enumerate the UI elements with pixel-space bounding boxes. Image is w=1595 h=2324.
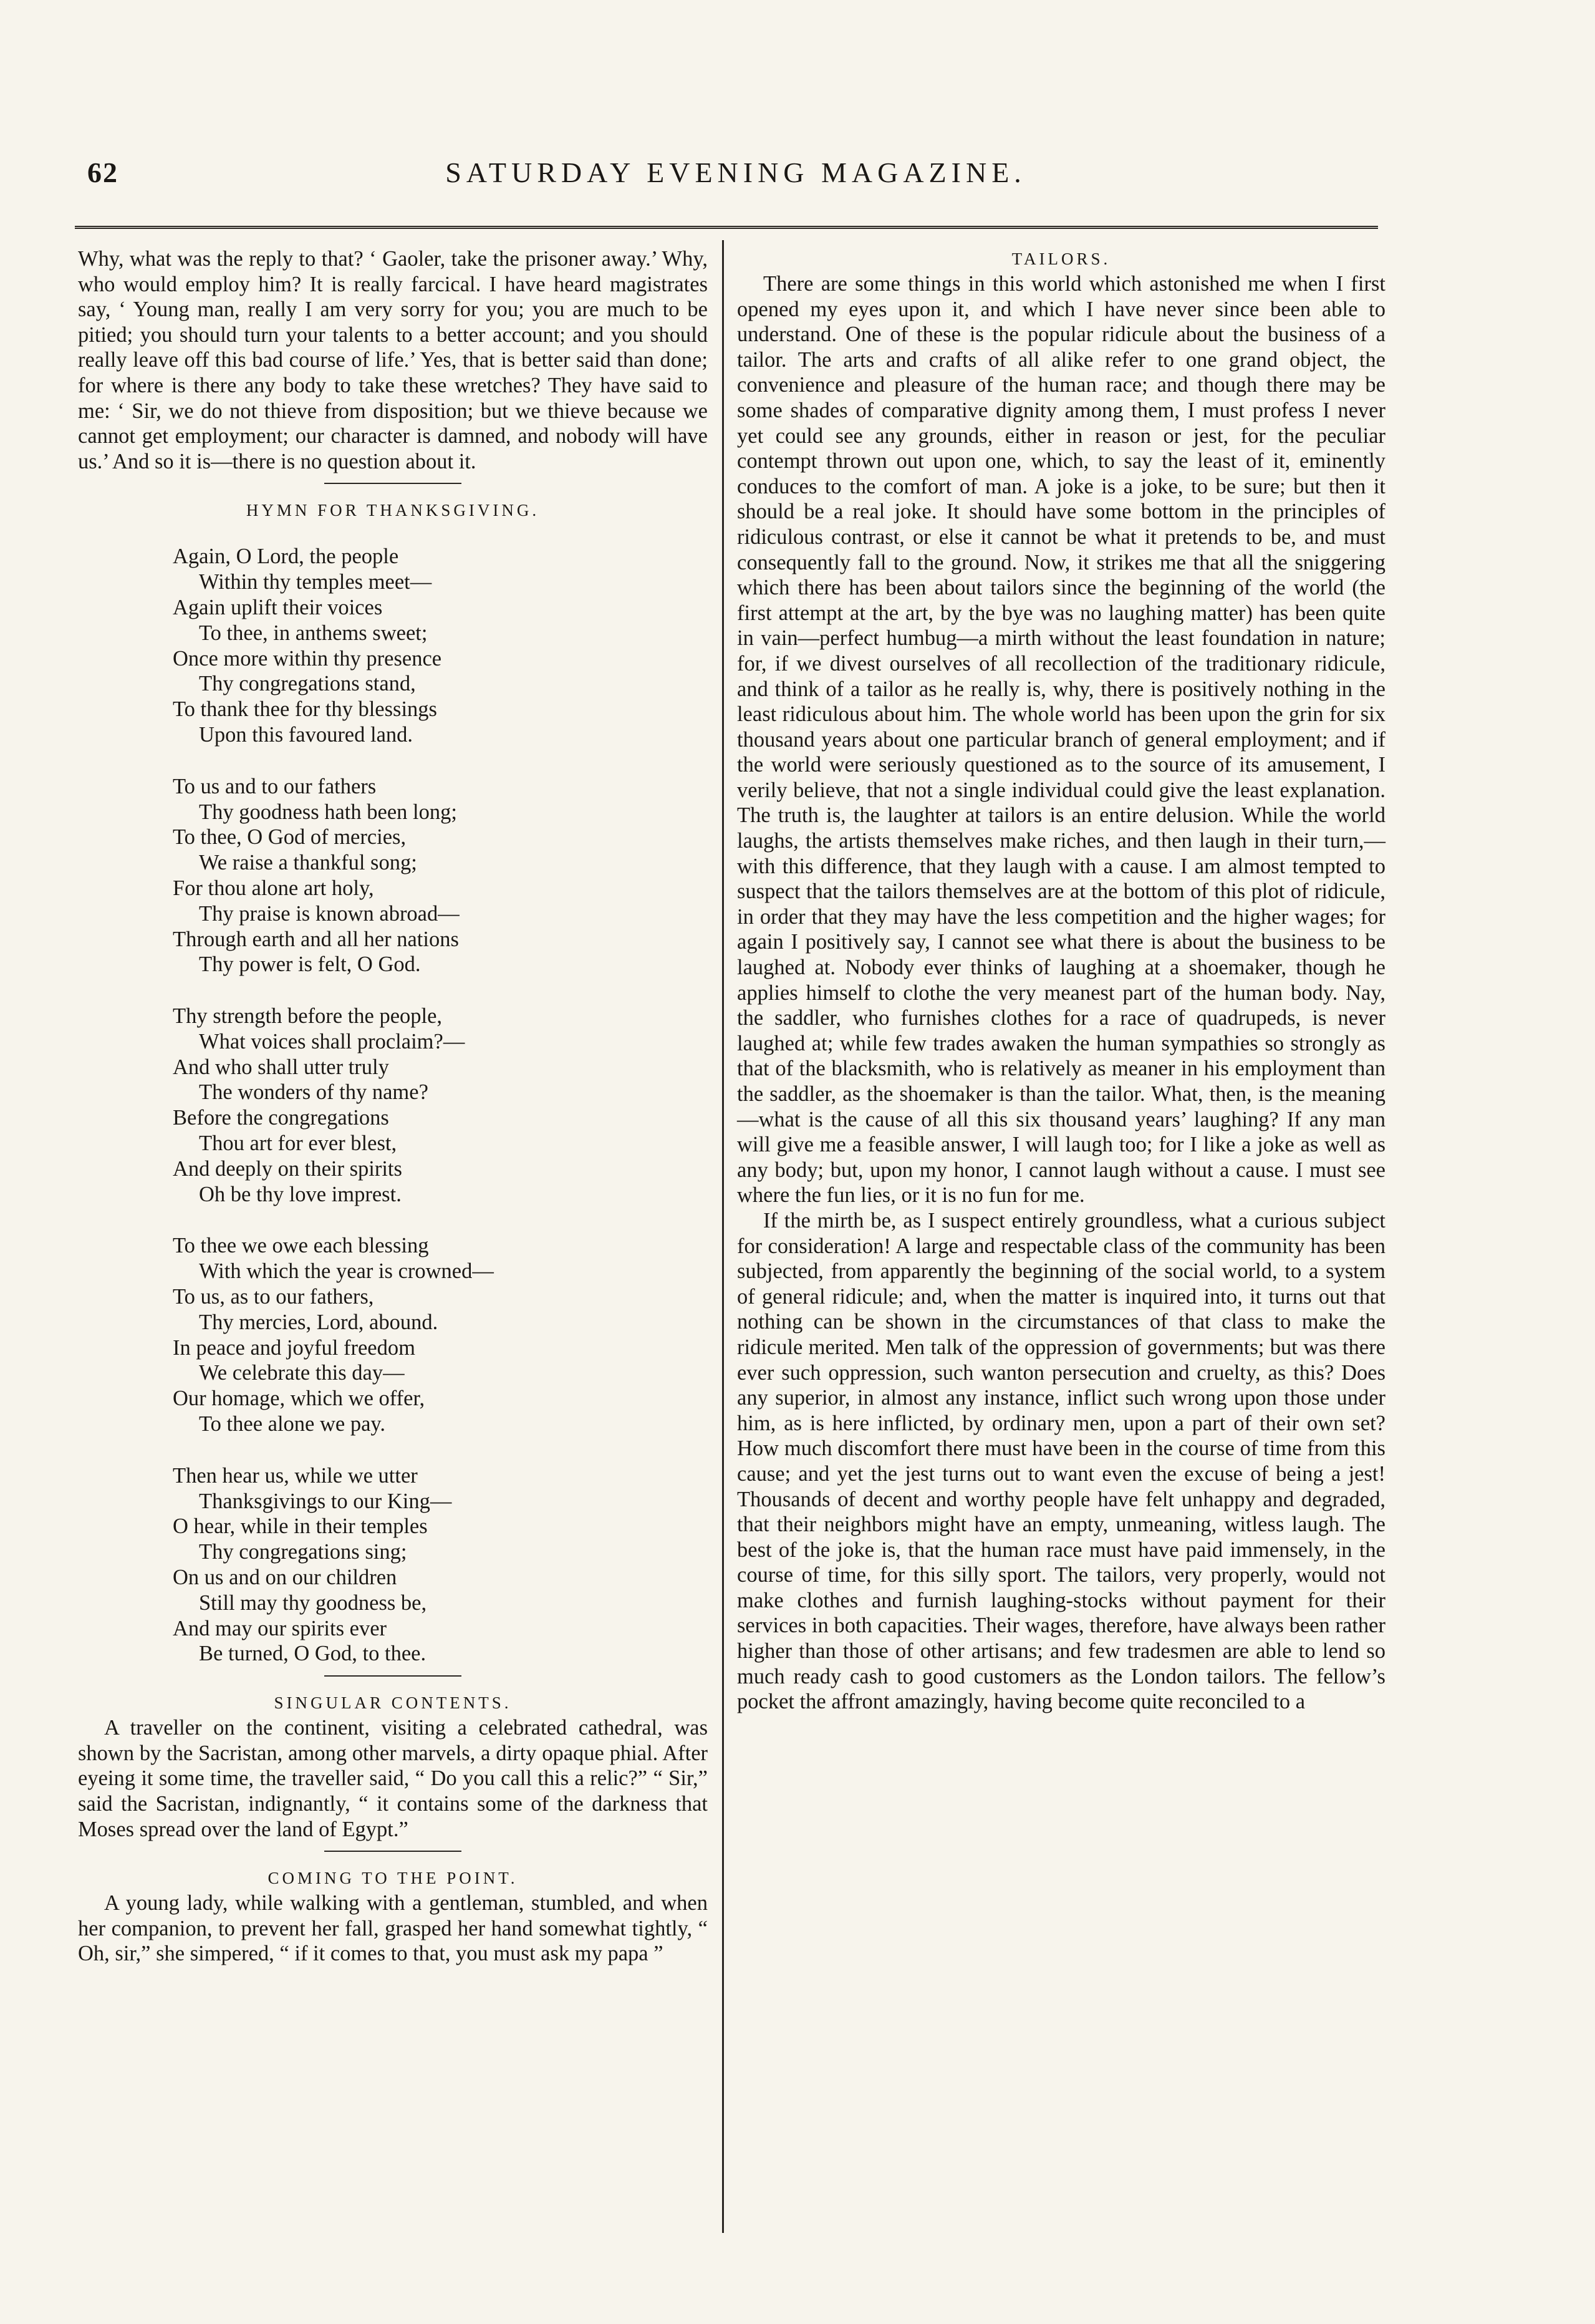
hymn-line: We celebrate this day—	[199, 1361, 405, 1385]
hymn-line: Oh be thy love imprest.	[199, 1182, 402, 1206]
hymn-line: Thy power is felt, O God.	[199, 952, 421, 977]
hymn-line: To us and to our fathers	[173, 774, 377, 798]
hymn-line: To thank thee for thy blessings	[173, 697, 437, 722]
hymn-line: In peace and joyful freedom	[173, 1335, 415, 1360]
hymn-stanza	[173, 1004, 708, 1207]
tailors-paragraph: There are some things in this world which astonished me when I first opened my eyes upon it, and which I have never since been able to understand. One of these is the popular ridicule about the business of a tailor. The arts and crafts of all alike refer to one grand object, the convenience and pleasure of the human race; and though there may be some shades of comparative dignity among them, I must profess I never yet could see any grounds, either in reason or jest, for the peculiar contempt thrown out upon one, which, to say the least of it, eminently conduces to the comfort of man. A joke is a joke, to be sure; but then it should be a real joke. It should have some bottom in the principles of ridiculous contrast, or else it cannot be what it pretends to be, and must consequently fall to the ground. Now, it strikes me that all the sniggering which there has been about tailors since the beginning of the world (the first attempt at the art, by the bye was no laughing matter) has been quite in vain—perfect humbug—a mirth without the least foundation in nature; for, if we divest ourselves of all recollection of the traditionary ridicule, and think of a tailor as he really is, why, there is positively nothing in the least ridiculous about him. The whole world has been upon the grin for six thousand years about one particular branch of general employment; and if the world were seriously questioned as to the source of its amusement, I verily believe, that not a single individual could give the least explanation. The truth is, the laughter at tailors is an entire delusion. While the world laughs, the artists themselves make riches, and then laugh in their turn,—with this difference, that they laugh with a cause. I am almost tempted to suspect that the tailors themselves are at the bottom of this plot of ridicule, in order that they may have the less competition and the higher wages; for again I positively say, I cannot see what there is about the business to be laughed at. Nobody ever thinks of laughing at a shoemaker, though he applies himself to clothe the very meanest part of the human body. Nay, the saddler, who furnishes clothes for a race of quadrupeds, is never laughed at; while few trades awaken the human sympathies so strongly as that of the blacksmith, who is relatively as meaner in his employment than the saddler, as the shoemaker is than the tailor. What, then, is the meaning—what is the cause of all this six thousand years’ laughing? If any man will give me a feasible answer, I will laugh too; for I like a joke as well as any body; but, upon my honor, I cannot laugh without a cause. I must see where the fun lies, or it is no fun for me.	[737, 272, 1385, 1208]
hymn-stanza	[173, 1233, 708, 1436]
section-rule	[324, 1675, 461, 1677]
coming-to-the-point-title: COMING TO THE POINT.	[267, 1869, 518, 1888]
hymn-line: To thee, O God of mercies,	[173, 825, 407, 850]
hymn-line: Once more within thy presence	[173, 646, 442, 671]
hymn-line: What voices shall proclaim?—	[199, 1029, 465, 1053]
hymn-stanza	[173, 1463, 708, 1667]
hymn-line: O hear, while in their temples	[173, 1514, 428, 1539]
page-number: 62	[87, 157, 118, 188]
hymn-line: Thy praise is known abroad—	[199, 901, 460, 926]
hymn-line: Be turned, O God, to thee.	[199, 1642, 426, 1666]
section-rule	[324, 1851, 461, 1852]
hymn-line: With which the year is crowned—	[199, 1259, 494, 1284]
hymn-line: Within thy temples meet—	[199, 570, 432, 594]
hymn	[173, 544, 708, 1667]
hymn-stanza	[173, 774, 708, 977]
hymn-line: On us and on our children	[173, 1566, 397, 1590]
hymn-line: Thy congregations sing;	[199, 1540, 407, 1564]
hymn-line: Thanksgivings to our King—	[199, 1489, 452, 1513]
hymn-line: And who shall utter truly	[173, 1055, 389, 1079]
hymn-line: To thee, in anthems sweet;	[199, 621, 428, 645]
magazine-title: SATURDAY EVENING MAGAZINE.	[445, 157, 1026, 188]
hymn-line: Through earth and all her nations	[173, 927, 459, 951]
tailors-paragraph: If the mirth be, as I suspect entirely groundless, what a curious subject for consideration! A large and respectable class of the community has been subjected, from apparently the beginning of the social world, to a system of general ridicule; and, when the matter is inquired into, it turns out that nothing can be shown in the circumstances of that class to make the ridicule merited. Men talk of the oppression of governments; but was there ever such oppression, such wanton persecution and cruelty, as this? Does any superior, in almost any instance, inflict such wrong upon those under him, as is here inflicted, by ordinary men, upon a part of their own set? How much discomfort there must have been in the course of time from this cause; and yet the jest turns out to want even the excuse of being a jest! Thousands of decent and worthy people have felt unhappy and degraded, that their neighbors might have an empty, unmeaning, witless laugh. The best of the joke is, that the human race must have paid immensely, in the course of time, for this silly sport. The tailors, very properly, would not make clothes and furnish laughing-stocks without payment for their services in both capacities. Their wages, therefore, have always been rather higher than those of other artisans; and few tradesmen are able to lend so much ready cash to good customers as the London tailors. The fellow’s pocket the affront amazingly, having become quite reconciled to a	[737, 1208, 1385, 1714]
hymn-line: To us, as to our fathers,	[173, 1285, 374, 1309]
singular-contents-title: SINGULAR CONTENTS.	[274, 1693, 512, 1713]
hymn-title: HYMN FOR THANKSGIVING.	[246, 501, 540, 520]
hymn-line: Still may thy goodness be,	[199, 1590, 427, 1615]
page-header	[87, 156, 1384, 212]
hymn-line: We raise a thankful song;	[199, 851, 417, 875]
tailors-title: TAILORS.	[1011, 249, 1111, 268]
hymn-line: Thou art for ever blest,	[199, 1131, 397, 1156]
coming-to-the-point-text: A young lady, while walking with a gentleman, stumbled, and when her companion, to prevent her fall, grasped her hand somewhat tightly, “ Oh, sir,” she simpered, “ if it comes to that, you must ask my papa ”	[78, 1891, 708, 1966]
hymn-line: To thee we owe each blessing	[173, 1234, 429, 1258]
column-divider	[722, 240, 724, 2233]
hymn-line: Then hear us, while we utter	[173, 1463, 418, 1488]
header-rule	[75, 226, 1378, 229]
hymn-line: Again, O Lord, the people	[173, 545, 399, 569]
hymn-line: And deeply on their spirits	[173, 1156, 402, 1181]
section-rule	[324, 483, 461, 484]
hymn-line: Upon this favoured land.	[199, 722, 413, 747]
hymn-line: Thy congregations stand,	[199, 672, 416, 696]
hymn-line: Our homage, which we offer,	[173, 1387, 425, 1411]
hymn-line: Before the congregations	[173, 1106, 389, 1130]
hymn-stanza	[173, 544, 708, 747]
left-column	[78, 246, 708, 1967]
hymn-line: For thou alone art holy,	[173, 876, 374, 900]
hymn-line: To thee alone we pay.	[199, 1412, 386, 1436]
singular-contents-text: A traveller on the continent, visiting a celebrated cathedral, was shown by the Sacristan, among other marvels, a dirty opaque phial. After eyeing it some time, the traveller said, “ Do you call this a relic?” “ Sir,” said the Sacristan, indignantly, “ it contains some of the darkness that Moses spread over the land of Egypt.”	[78, 1716, 708, 1841]
hymn-line: The wonders of thy name?	[199, 1080, 428, 1105]
hymn-line: Thy goodness hath been long;	[199, 800, 457, 824]
opening-paragraph: Why, what was the reply to that? ‘ Gaoler, take the prisoner away.’ Why, who would employ him? It is really farcical. I have heard magistrates say, ‘ Young man, really I am very sorry for you; you are much to be pitied; you should turn your talents to a better account; and you should really leave off this bad course of life.’ Yes, that is better said than done; for where is there any body to take these wretches? They have said to me: ‘ Sir, we do not thieve from disposition; but we thieve because we cannot get employment; our character is damned, and nobody will have us.’ And so it is—there is no question about it.	[78, 247, 708, 473]
right-column	[737, 246, 1385, 1715]
hymn-line: And may our spirits ever	[173, 1616, 387, 1640]
hymn-line: Thy mercies, Lord, abound.	[199, 1310, 438, 1334]
hymn-line: Again uplift their voices	[173, 595, 383, 619]
hymn-line: Thy strength before the people,	[173, 1004, 443, 1029]
